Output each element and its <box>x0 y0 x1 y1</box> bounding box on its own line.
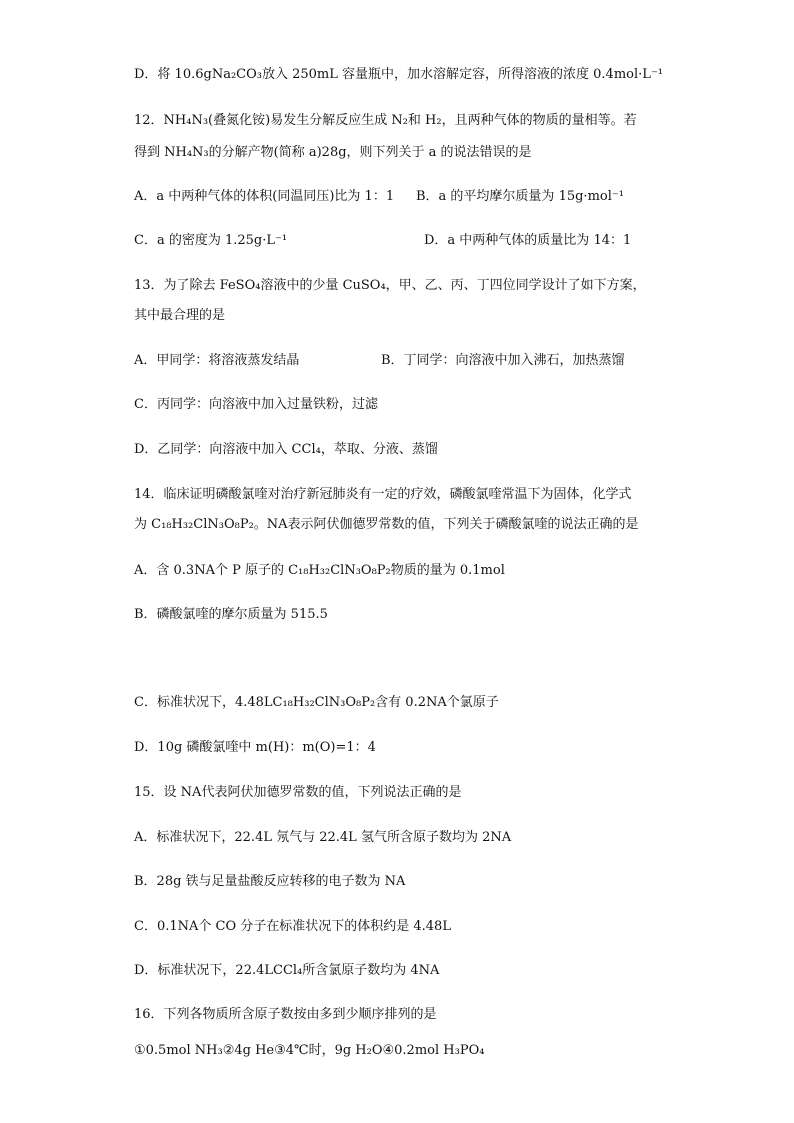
q13-stem-line-2: 其中最合理的是 <box>134 308 226 323</box>
q13-stem-line-1: 13．为了除去 FeSO₄溶液中的少量 CuSO₄，甲、乙、丙、丁四位同学设计了如下方案， <box>134 278 646 293</box>
q16-items: ①0.5mol NH₃②4g He③4℃时，9g H₂O④0.2mol H₃PO₄ <box>134 1043 485 1058</box>
q15-option-b: B．28g 铁与足量盐酸反应转移的电子数为 NA <box>134 874 406 889</box>
q13-option-d: D．乙同学：向溶液中加入 CCl₄，萃取、分液、蒸馏 <box>134 442 438 457</box>
q14-option-b: B．磷酸氯喹的摩尔质量为 515.5 <box>134 607 328 622</box>
q13-option-b: B．丁同学：向溶液中加入沸石，加热蒸馏 <box>381 353 625 368</box>
q14-stem-line-2: 为 C₁₈H₃₂ClN₃O₈P₂。NA表示阿伏伽德罗常数的值，下列关于磷酸氯喹的说法正确的是 <box>134 517 639 532</box>
q12-option-c: C．a 的密度为 1.25g·L⁻¹ <box>134 233 288 248</box>
q11-option-d: D．将 10.6gNa₂CO₃放入 250mL 容量瓶中，加水溶解定容，所得溶液的浓度 0.4mol·L⁻¹ <box>134 67 663 82</box>
q15-option-c: C．0.1NA个 CO 分子在标准状况下的体积约是 4.48L <box>134 919 451 934</box>
q12-option-a: A．a 中两种气体的体积(同温同压)比为 1：1 <box>134 189 395 204</box>
q14-option-d: D．10g 磷酸氯喹中 m(H)：m(O)=1：4 <box>134 740 376 755</box>
q12-option-b: B．a 的平均摩尔质量为 15g·mol⁻¹ <box>416 189 624 204</box>
q12-stem-line-2: 得到 NH₄N₃的分解产物(简称 a)28g，则下列关于 a 的说法错误的是 <box>134 145 532 160</box>
q15-option-d: D．标准状况下，22.4LCCl₄所含氯原子数均为 4NA <box>134 963 440 978</box>
q12-stem-line-1: 12．NH₄N₃(叠氮化铵)易发生分解反应生成 N₂和 H₂，且两种气体的物质的量相等。若 <box>134 113 637 128</box>
q14-option-a: A．含 0.3NA个 P 原子的 C₁₈H₃₂ClN₃O₈P₂物质的量为 0.1mol <box>134 563 505 578</box>
q16-stem: 16．下列各物质所含原子数按由多到少顺序排列的是 <box>134 1007 437 1022</box>
q14-stem-line-1: 14．临床证明磷酸氯喹对治疗新冠肺炎有一定的疗效，磷酸氯喹常温下为固体，化学式 <box>134 487 632 502</box>
q13-option-a: A．甲同学：将溶液蒸发结晶 <box>134 353 300 368</box>
q15-stem: 15．设 NA代表阿伏加德罗常数的值，下列说法正确的是 <box>134 785 462 800</box>
q13-option-c: C．丙同学：向溶液中加入过量铁粉，过滤 <box>134 397 378 412</box>
q15-option-a: A．标准状况下，22.4L 氖气与 22.4L 氢气所含原子数均为 2NA <box>134 830 512 845</box>
q12-option-d: D．a 中两种气体的质量比为 14：1 <box>424 233 632 248</box>
q14-option-c: C．标准状况下，4.48LC₁₈H₃₂ClN₃O₈P₂含有 0.2NA个氯原子 <box>134 695 499 710</box>
